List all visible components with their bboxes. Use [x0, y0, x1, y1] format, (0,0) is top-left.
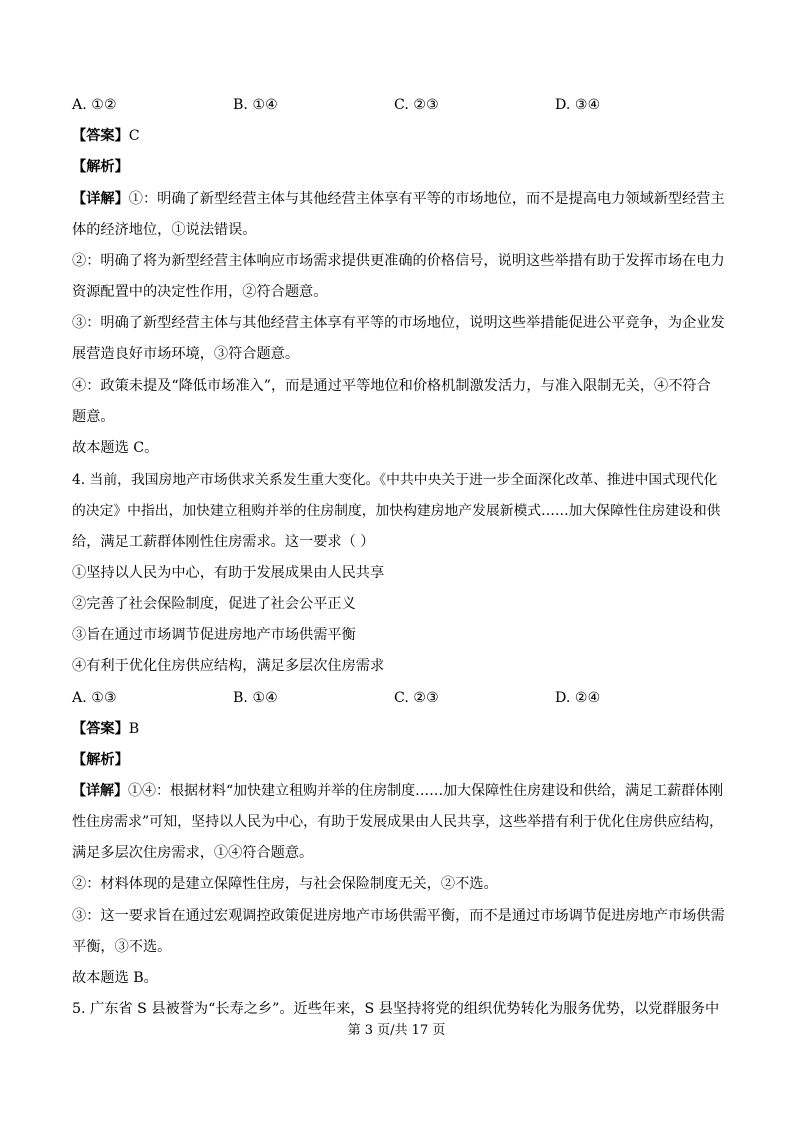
q4-text-line: ②：材料体现的是建立保障性住房，与社会保险制度无关，②不选。	[72, 876, 498, 892]
q4-text-line: ③：这一要求旨在通过宏观调控政策促进房地产市场供需平衡，而不是通过市场调节促进房地产市场供需	[72, 908, 725, 924]
q4-stem-line: 的决定》中指出，加快建立租购并举的住房制度，加快构建房地产发展新模式……加大保障性住房建设和供	[72, 503, 721, 519]
q4-text-line: 性住房需求”可知，坚持以人民为中心，有助于发展成果由人民共享，这些举措有利于优化住房供应结构，	[72, 814, 724, 830]
q3-detail-line	[72, 189, 724, 209]
q3-conclusion: 故本题选 C。	[72, 440, 159, 456]
q4-option-b: B. ①④	[233, 690, 278, 706]
answer-tag: 【答案】	[72, 128, 129, 144]
page-footer: 第 3 页/共 17 页	[347, 1023, 446, 1038]
detail-tag: 【详解】	[72, 783, 128, 799]
q4-statement: ①坚持以人民为中心，有助于发展成果由人民共享	[72, 565, 385, 581]
q3-option-a: A. ①②	[72, 97, 117, 113]
q3-text-line: 资源配置中的决定性作用，②符合题意。	[72, 284, 328, 300]
answer-value: C	[128, 128, 140, 144]
q4-analysis-heading	[72, 750, 724, 770]
q4-stem-line: 给，满足工薪群体刚性住房需求。这一要求（ ）	[72, 534, 375, 550]
q4-answer	[72, 719, 724, 739]
detail-tag: 【详解】	[72, 191, 129, 207]
q4-option-d: D. ②④	[555, 690, 601, 706]
q4-statement: ④有利于优化住房供应结构，满足多层次住房需求	[72, 658, 385, 674]
answer-tag: 【答案】	[72, 721, 129, 737]
q3-text-line: ③：明确了新型经营主体与其他经营主体享有平等的市场地位，说明这些举措能促进公平竞争，为企业发	[72, 315, 725, 331]
q4-conclusion: 故本题选 B。	[72, 970, 158, 986]
q3-answer	[72, 126, 724, 146]
q3-analysis-heading	[72, 157, 724, 177]
q4-text-line: 平衡，③不选。	[72, 939, 172, 955]
q3-text-line: 题意。	[72, 409, 115, 425]
q4-statement: ②完善了社会保险制度，促进了社会公平正义	[72, 596, 356, 612]
q4-option-c: C. ②③	[394, 690, 439, 706]
analysis-tag: 【解析】	[72, 752, 129, 768]
q4-option-a: A. ①③	[72, 690, 117, 706]
q4-statement: ③旨在通过市场调节促进房地产市场供需平衡	[72, 627, 356, 643]
q3-option-d: D. ③④	[555, 97, 601, 113]
q5-stem-line: 5. 广东省 S 县被誉为“长寿之乡”。近些年来，S 县坚持将党的组织优势转化为服务优势，以党群服务中	[72, 1001, 720, 1017]
q4-text-line: ①④：根据材料“加快建立租购并举的住房制度……加大保障性住房建设和供给，满足工薪群体刚	[128, 783, 724, 799]
q4-text-line: 满足多层次住房需求，①④符合题意。	[72, 845, 314, 861]
q3-text-line: ②：明确了将为新型经营主体响应市场需求提供更准确的价格信号，说明这些举措有助于发挥市场在电力	[72, 253, 725, 269]
q3-text-line: ④：政策未提及“降低市场准入”，而是通过平等地位和价格机制激发活力，与准入限制无关，④不符合	[72, 378, 711, 394]
q3-options	[72, 95, 724, 115]
q4-detail-line	[72, 781, 724, 801]
q3-option-b: B. ①④	[233, 97, 278, 113]
q3-text-line: 体的经济地位，①说法错误。	[72, 222, 257, 238]
q4-options	[72, 688, 724, 708]
q4-stem-line: 4. 当前，我国房地产市场供求关系发生重大变化。《中共中央关于进一步全面深化改革、推进中国式现代化	[72, 472, 718, 488]
q3-text-line: ①：明确了新型经营主体与其他经营主体享有平等的市场地位，而不是提高电力领域新型经营主	[128, 191, 725, 207]
q3-text-line: 展营造良好市场环境，③符合题意。	[72, 346, 300, 362]
analysis-tag: 【解析】	[72, 159, 129, 175]
answer-value: B	[128, 721, 140, 737]
q3-option-c: C. ②③	[394, 97, 439, 113]
